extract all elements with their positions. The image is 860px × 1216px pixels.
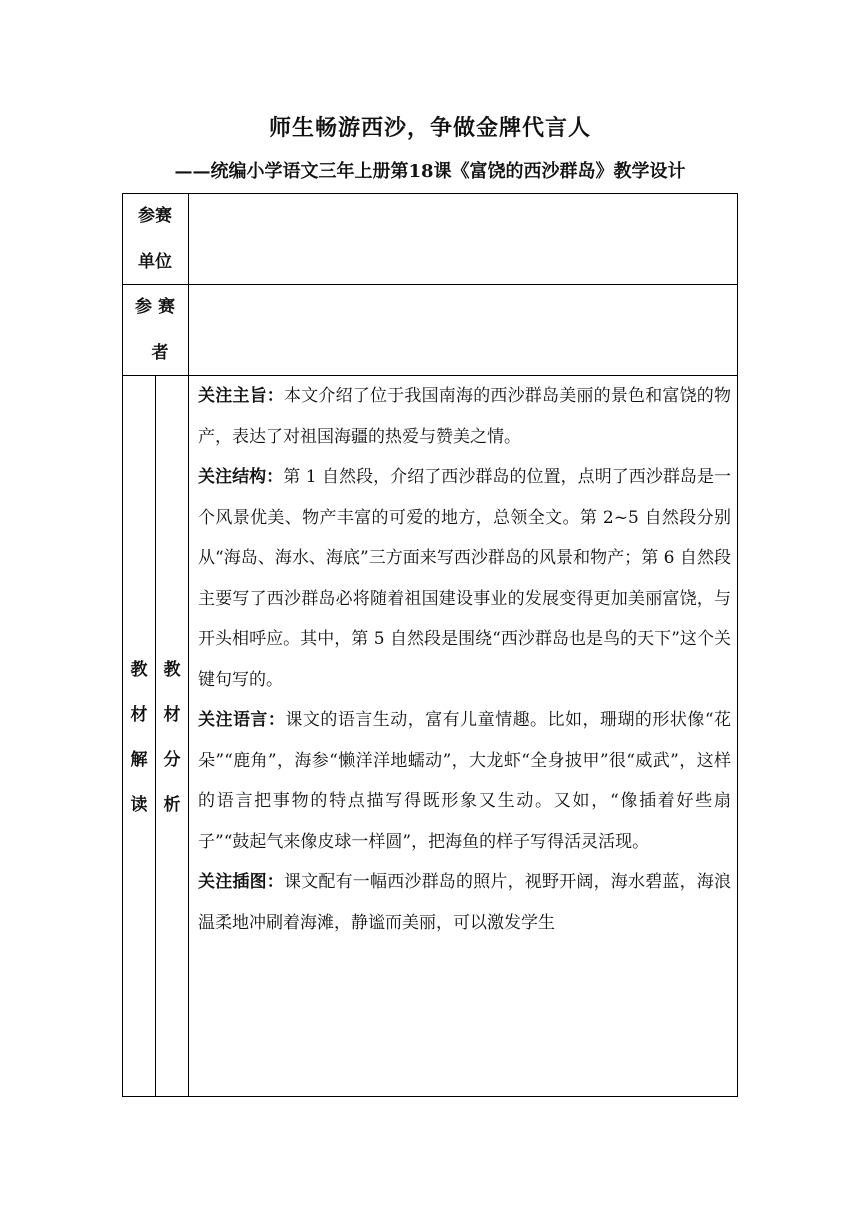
table-divider-inner-label: [155, 375, 156, 1097]
inner-label-char: 材: [163, 705, 181, 725]
document-title: 师生畅游西沙，争做金牌代言人: [268, 115, 591, 141]
outer-label-char: 教: [130, 660, 148, 680]
paragraph-text: 课文的语言生动，富有儿童情趣。比如，珊瑚的形状像“花朵”“鹿角”，海参“懒洋洋地蠕动”，大龙虾“全身披甲”很“威武”，这样的语言把事物的特点描写得既形象又生动。又如，“像插着好些扇子”“鼓起气来像皮球一样圆”，把海鱼的样子写得活灵活现。: [198, 710, 731, 852]
document-subtitle: ——统编小学语文三年上册第18课《富饶的西沙群岛》教学设计: [174, 161, 686, 182]
paragraph-structure: [198, 457, 731, 700]
paragraph-heading: 关注插图：: [198, 872, 284, 892]
inner-section-label: [160, 648, 184, 828]
unit-label: [122, 193, 188, 285]
inner-label-char: 分: [163, 750, 181, 770]
participant-value: [189, 285, 737, 375]
participant-label-line1: 参 赛: [135, 297, 175, 317]
participant-label: [122, 284, 188, 376]
inner-label-char: 教: [163, 660, 181, 680]
paragraph-text: 本文介绍了位于我国南海的西沙群岛美丽的景色和富饶的物产，表达了对祖国海疆的热爱与赞美之情。: [198, 386, 731, 447]
outer-label-char: 读: [130, 795, 148, 815]
inner-label-char: 析: [163, 795, 181, 815]
paragraph-heading: 关注语言：: [198, 710, 286, 730]
paragraph-language: [198, 700, 731, 862]
participant-label-line2: 者: [151, 343, 169, 363]
unit-label-line1: 参赛: [138, 206, 172, 226]
paragraph-illustration: [198, 862, 731, 943]
paragraph-text: 课文配有一幅西沙群岛的照片，视野开阔，海水碧蓝，海浪温柔地冲刷着海滩，静谧而美丽，可以激发学生: [198, 872, 731, 933]
paragraph-heading: 关注结构：: [198, 467, 284, 487]
outer-label-char: 解: [130, 750, 148, 770]
outer-section-label: [127, 648, 151, 828]
table-border-right: [737, 193, 738, 1097]
unit-label-line2: 单位: [138, 252, 172, 272]
lesson-table: [122, 193, 738, 1097]
paragraph-theme: [198, 376, 731, 457]
outer-label-char: 材: [130, 705, 148, 725]
analysis-content: [198, 376, 731, 1097]
unit-value: [189, 194, 737, 284]
paragraph-heading: 关注主旨：: [198, 386, 284, 406]
paragraph-text: 第 1 自然段，介绍了西沙群岛的位置，点明了西沙群岛是一个风景优美、物产丰富的可爱的地方，总领全文。第 2~5 自然段分别从“海岛、海水、海底”三方面来写西沙群岛的风景和物产；第 6 自然段主要写了西沙群岛必将随着祖国建设事业的发展变得更加美丽富饶，与开头相呼应。其中，第 5 自然段是围绕“西沙群岛也是鸟的天下”这个关键句写的。: [198, 467, 731, 690]
